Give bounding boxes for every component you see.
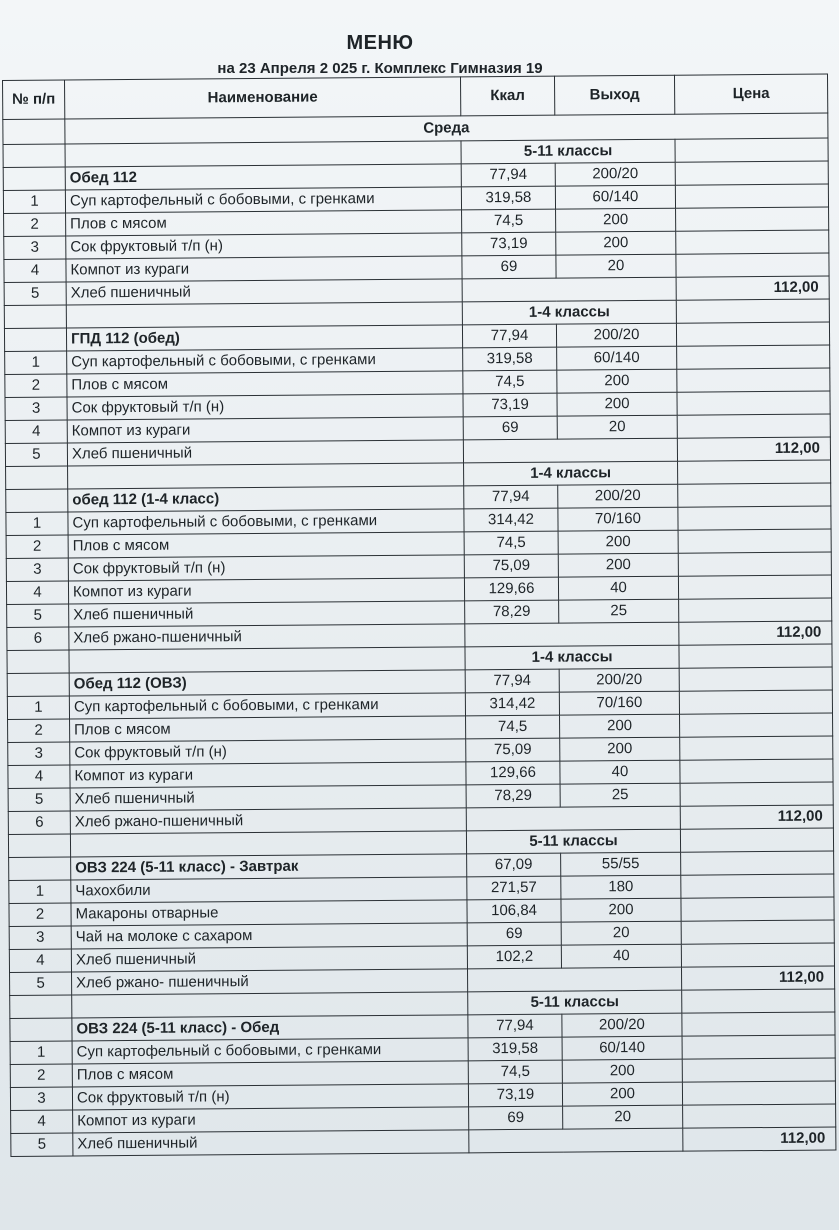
item-yield: 20 [561, 921, 681, 945]
item-name: Хлеб пшеничный [66, 279, 462, 305]
item-number: 2 [6, 535, 68, 558]
item-kcal: 102,2 [467, 945, 561, 969]
item-name: Компот из кураги [66, 256, 462, 282]
item-name: Суп картофельный с бобовыми, с гренками [65, 187, 461, 213]
item-yield: 60/140 [555, 185, 675, 209]
section-first-yield: 200/20 [555, 162, 675, 186]
item-name: Сок фруктовый т/п (н) [72, 1084, 468, 1110]
item-name: Компот из кураги [68, 578, 464, 604]
item-name: Плов с мясом [72, 1061, 468, 1087]
item-yield: 60/140 [562, 1036, 682, 1060]
section-first-kcal: 77,94 [462, 324, 556, 348]
section-price: 112,00 [676, 276, 829, 300]
item-number: 2 [4, 213, 66, 236]
section-class-label: 5-11 классы [461, 139, 675, 164]
item-kcal: 314,42 [464, 508, 558, 532]
section-price: 112,00 [680, 805, 833, 829]
item-yield: 200 [562, 1082, 682, 1106]
section-first-kcal: 77,94 [468, 1014, 562, 1038]
item-number: 6 [7, 627, 69, 650]
item-name: Хлеб пшеничный [73, 1130, 469, 1156]
item-number: 2 [8, 719, 70, 742]
item-kcal: 106,84 [467, 899, 561, 923]
table-header-row [3, 74, 828, 119]
item-yield: 70/160 [558, 507, 678, 531]
item-kcal: 271,57 [467, 876, 561, 900]
item-kcal: 319,58 [463, 347, 557, 371]
item-name: Чай на молоке с сахаром [71, 923, 467, 949]
item-name: Суп картофельный с бобовыми, с гренками [67, 348, 463, 374]
day-label: Среда [65, 113, 828, 144]
item-name: Хлеб ржано-пшеничный [70, 808, 466, 834]
item-yield: 200 [560, 714, 680, 738]
item-kcal: 78,29 [466, 784, 560, 808]
item-name: Макароны отварные [71, 900, 467, 926]
item-number: 4 [9, 949, 71, 972]
item-yield: 200 [558, 553, 678, 577]
item-kcal: 73,19 [468, 1083, 562, 1107]
item-name: Хлеб пшеничный [69, 601, 465, 627]
item-name: Плов с мясом [68, 532, 464, 558]
item-name: Суп картофельный с бобовыми, с гренками [68, 509, 464, 535]
item-number: 2 [9, 903, 71, 926]
item-kcal: 319,58 [468, 1037, 562, 1061]
item-name: Хлеб пшеничный [71, 946, 467, 972]
item-number: 6 [8, 811, 70, 834]
item-number: 4 [5, 420, 67, 443]
item-number: 3 [10, 1087, 72, 1110]
item-number: 1 [6, 512, 68, 535]
section-first-yield: 200/20 [556, 323, 676, 347]
section-first-yield: 200/20 [559, 668, 679, 692]
item-kcal: 74,5 [463, 370, 557, 394]
item-yield: 200 [560, 737, 680, 761]
item-kcal: 69 [463, 416, 557, 440]
item-name: Суп картофельный с бобовыми, с гренками [72, 1038, 468, 1064]
item-number: 3 [4, 236, 66, 259]
item-number: 2 [10, 1064, 72, 1087]
item-yield: 40 [560, 760, 680, 784]
item-number: 4 [8, 765, 70, 788]
item-number: 5 [7, 604, 69, 627]
header-name: Наименование [65, 77, 461, 119]
item-number: 5 [11, 1133, 73, 1156]
item-number: 1 [3, 190, 65, 213]
item-number: 5 [10, 972, 72, 995]
item-number: 4 [6, 581, 68, 604]
section-first-yield: 55/55 [561, 852, 681, 876]
item-name: Сок фруктовый т/п (н) [67, 394, 463, 420]
item-number: 5 [8, 788, 70, 811]
item-yield: 200 [556, 231, 676, 255]
item-yield: 200 [561, 898, 681, 922]
item-number: 5 [4, 282, 66, 305]
section-first-kcal: 67,09 [467, 853, 561, 877]
header-num: № п/п [3, 80, 65, 119]
page-title: МЕНЮ [346, 32, 414, 54]
item-kcal: 69 [462, 255, 556, 279]
item-kcal: 74,5 [462, 209, 556, 233]
section-name: ОВЗ 224 (5-11 класс) - Завтрак [71, 854, 467, 880]
item-number: 3 [5, 397, 67, 420]
page-subtitle: на 23 Апреля 2 025 г. Комплекс Гимназия 19 [217, 60, 543, 77]
item-name: Хлеб ржано-пшеничный [69, 624, 465, 650]
item-kcal: 74,5 [464, 531, 558, 555]
section-name: ОВЗ 224 (5-11 класс) - Обед [72, 1015, 468, 1041]
section-first-yield: 200/20 [562, 1013, 682, 1037]
item-number: 1 [7, 696, 69, 719]
item-name: Плов с мясом [70, 716, 466, 742]
section-first-kcal: 77,94 [465, 669, 559, 693]
item-yield: 20 [556, 254, 676, 278]
item-yield: 200 [557, 369, 677, 393]
section-class-label: 1-4 классы [465, 645, 679, 670]
item-name: Хлеб пшеничный [67, 440, 463, 466]
item-number: 1 [10, 1041, 72, 1064]
section-first-kcal: 77,94 [461, 163, 555, 187]
header-price: Цена [674, 74, 827, 114]
item-number: 4 [11, 1110, 73, 1133]
item-name: Хлеб ржано- пшеничный [72, 969, 468, 995]
item-number: 3 [6, 558, 68, 581]
section-price: 112,00 [681, 966, 834, 990]
item-kcal: 75,09 [464, 554, 558, 578]
item-kcal: 129,66 [464, 577, 558, 601]
item-yield: 180 [561, 875, 681, 899]
item-kcal: 73,19 [463, 393, 557, 417]
item-name: Плов с мясом [67, 371, 463, 397]
item-number: 3 [8, 742, 70, 765]
item-name: Компот из кураги [70, 762, 466, 788]
item-number: 3 [9, 926, 71, 949]
section-class-label: 5-11 классы [468, 990, 682, 1015]
menu-table [2, 74, 836, 1157]
item-number: 1 [5, 351, 67, 374]
item-name: Компот из кураги [67, 417, 463, 443]
item-yield: 40 [558, 576, 678, 600]
item-number: 5 [5, 443, 67, 466]
item-number: 4 [4, 259, 66, 282]
item-kcal: 129,66 [466, 761, 560, 785]
item-kcal: 69 [467, 922, 561, 946]
item-kcal: 319,58 [461, 186, 555, 210]
item-yield: 40 [561, 944, 681, 968]
section-first-yield: 200/20 [558, 484, 678, 508]
item-yield: 25 [559, 599, 679, 623]
section-price: 112,00 [683, 1127, 836, 1151]
section-name: ГПД 112 (обед) [66, 325, 462, 351]
section-class-label: 1-4 классы [462, 300, 676, 325]
item-kcal: 69 [469, 1106, 563, 1130]
item-name: Сок фруктовый т/п (н) [66, 233, 462, 259]
item-kcal: 75,09 [466, 738, 560, 762]
section-first-kcal: 77,94 [464, 485, 558, 509]
item-yield: 20 [557, 415, 677, 439]
item-name: Сок фруктовый т/п (н) [68, 555, 464, 581]
item-kcal: 78,29 [465, 600, 559, 624]
item-yield: 25 [560, 783, 680, 807]
item-name: Сок фруктовый т/п (н) [70, 739, 466, 765]
section-class-label: 1-4 классы [464, 461, 678, 486]
item-kcal: 73,19 [462, 232, 556, 256]
item-number: 1 [9, 880, 71, 903]
section-name: Обед 112 (ОВЗ) [69, 670, 465, 696]
section-name: обед 112 (1-4 класс) [68, 486, 464, 512]
item-kcal: 74,5 [466, 715, 560, 739]
item-yield: 200 [558, 530, 678, 554]
item-yield: 200 [557, 392, 677, 416]
item-yield: 20 [563, 1105, 683, 1129]
item-kcal: 314,42 [465, 692, 559, 716]
item-name: Суп картофельный с бобовыми, с гренками [69, 693, 465, 719]
item-number: 2 [5, 374, 67, 397]
item-name: Хлеб пшеничный [70, 785, 466, 811]
item-kcal: 74,5 [468, 1060, 562, 1084]
section-price: 112,00 [677, 437, 830, 461]
item-yield: 200 [556, 208, 676, 232]
item-name: Плов с мясом [66, 210, 462, 236]
header-kcal: Ккал [460, 76, 554, 116]
section-name: Обед 112 [65, 164, 461, 190]
header-yield: Выход [554, 75, 674, 115]
item-yield: 200 [562, 1059, 682, 1083]
section-class-label: 5-11 классы [466, 829, 680, 854]
item-name: Компот из кураги [73, 1107, 469, 1133]
item-name: Чахохбили [71, 877, 467, 903]
item-yield: 60/140 [557, 346, 677, 370]
section-price: 112,00 [679, 621, 832, 645]
item-yield: 70/160 [559, 691, 679, 715]
